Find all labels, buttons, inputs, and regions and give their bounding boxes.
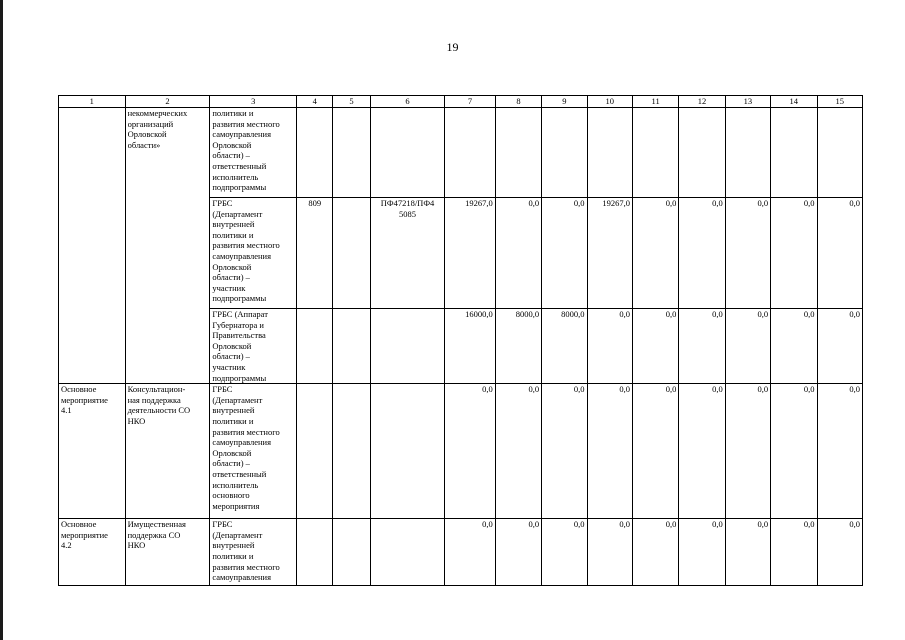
table-row <box>59 108 863 198</box>
value-cell: 0,0 <box>771 519 817 586</box>
table-row <box>59 384 863 519</box>
cell-col2: некоммерческих организаций Орловской области» <box>125 108 210 384</box>
value-cell: 0,0 <box>495 198 541 309</box>
value-cell: 0,0 <box>771 309 817 384</box>
value-cell: 0,0 <box>725 519 770 586</box>
value-cell: 0,0 <box>771 384 817 519</box>
value-cell: 0,0 <box>632 309 678 384</box>
value-cell: 19267,0 <box>445 198 495 309</box>
value-cell: 0,0 <box>679 198 725 309</box>
value-cell: 0,0 <box>817 309 863 384</box>
cell-col4 <box>297 384 333 519</box>
cell-col1: Основное мероприятие 4.2 <box>59 519 126 586</box>
cell-col4: 809 <box>297 198 333 309</box>
cell-col3: ГРБС (Аппарат Губернатора и Правительства Орловской области) – участник подпрограммы <box>210 309 297 384</box>
header-cell: 15 <box>817 96 863 108</box>
value-cell: 0,0 <box>679 309 725 384</box>
header-cell: 4 <box>297 96 333 108</box>
value-cell <box>445 108 495 198</box>
cell-col4 <box>297 108 333 198</box>
cell-col4 <box>297 309 333 384</box>
value-cell: 0,0 <box>817 384 863 519</box>
cell-col1 <box>59 108 126 384</box>
value-cell: 0,0 <box>445 519 495 586</box>
cell-col5 <box>333 519 370 586</box>
value-cell: 0,0 <box>679 384 725 519</box>
value-cell: 0,0 <box>632 384 678 519</box>
header-cell: 8 <box>495 96 541 108</box>
value-cell: 0,0 <box>632 519 678 586</box>
value-cell: 0,0 <box>679 519 725 586</box>
header-row <box>59 96 863 108</box>
value-cell: 0,0 <box>817 198 863 309</box>
cell-col1: Основное мероприятие 4.1 <box>59 384 126 519</box>
cell-col2: Консультацион- ная поддержка деятельности СО НКО <box>125 384 210 519</box>
cell-col3: ГРБС (Департамент внутренней политики и развития местного самоуправления Орловской области) – участник подпрограммы <box>210 198 297 309</box>
value-cell: 0,0 <box>542 519 587 586</box>
header-cell: 3 <box>210 96 297 108</box>
cell-col3: ГРБС (Департамент внутренней политики и развития местного самоуправления Орловской области) – ответственный исполнитель основного мероприятия <box>210 384 297 519</box>
header-cell: 13 <box>725 96 770 108</box>
cell-col4 <box>297 519 333 586</box>
value-cell: 0,0 <box>725 198 770 309</box>
table-row <box>59 519 863 586</box>
cell-col6 <box>370 519 445 586</box>
value-cell: 0,0 <box>542 198 587 309</box>
value-cell: 0,0 <box>817 519 863 586</box>
value-cell: 0,0 <box>542 384 587 519</box>
cell-col5 <box>333 384 370 519</box>
value-cell <box>542 108 587 198</box>
value-cell: 0,0 <box>495 384 541 519</box>
cell-col6 <box>370 108 445 198</box>
value-cell <box>587 108 632 198</box>
header-cell: 11 <box>632 96 678 108</box>
cell-col3: ГРБС (Департамент внутренней политики и развития местного самоуправления <box>210 519 297 586</box>
value-cell: 8000,0 <box>542 309 587 384</box>
value-cell: 0,0 <box>725 384 770 519</box>
cell-col5 <box>333 309 370 384</box>
cell-col6: ПФ47218/ПФ4 5085 <box>370 198 445 309</box>
value-cell: 0,0 <box>445 384 495 519</box>
value-cell: 16000,0 <box>445 309 495 384</box>
value-cell: 8000,0 <box>495 309 541 384</box>
value-cell <box>725 108 770 198</box>
cell-col6 <box>370 384 445 519</box>
value-cell: 0,0 <box>632 198 678 309</box>
value-cell: 0,0 <box>725 309 770 384</box>
header-cell: 14 <box>771 96 817 108</box>
value-cell: 0,0 <box>495 519 541 586</box>
header-cell: 12 <box>679 96 725 108</box>
header-cell: 7 <box>445 96 495 108</box>
page-number: 19 <box>446 40 459 54</box>
cell-col5 <box>333 108 370 198</box>
value-cell <box>817 108 863 198</box>
header-cell: 6 <box>370 96 445 108</box>
cell-col2: Имущественная поддержка СО НКО <box>125 519 210 586</box>
header-cell: 2 <box>125 96 210 108</box>
cell-col5 <box>333 198 370 309</box>
header-cell: 1 <box>59 96 126 108</box>
budget-table <box>58 95 863 586</box>
value-cell: 0,0 <box>587 384 632 519</box>
value-cell: 19267,0 <box>587 198 632 309</box>
header-cell: 10 <box>587 96 632 108</box>
header-cell: 9 <box>542 96 587 108</box>
value-cell: 0,0 <box>587 519 632 586</box>
header-cell: 5 <box>333 96 370 108</box>
value-cell: 0,0 <box>771 198 817 309</box>
value-cell <box>679 108 725 198</box>
value-cell <box>495 108 541 198</box>
value-cell <box>771 108 817 198</box>
cell-col3: политики и развития местного самоуправления Орловской области) – ответственный исполнитель подпрограммы <box>210 108 297 198</box>
value-cell <box>632 108 678 198</box>
cell-col6 <box>370 309 445 384</box>
value-cell: 0,0 <box>587 309 632 384</box>
page-edge-shadow <box>0 0 3 640</box>
